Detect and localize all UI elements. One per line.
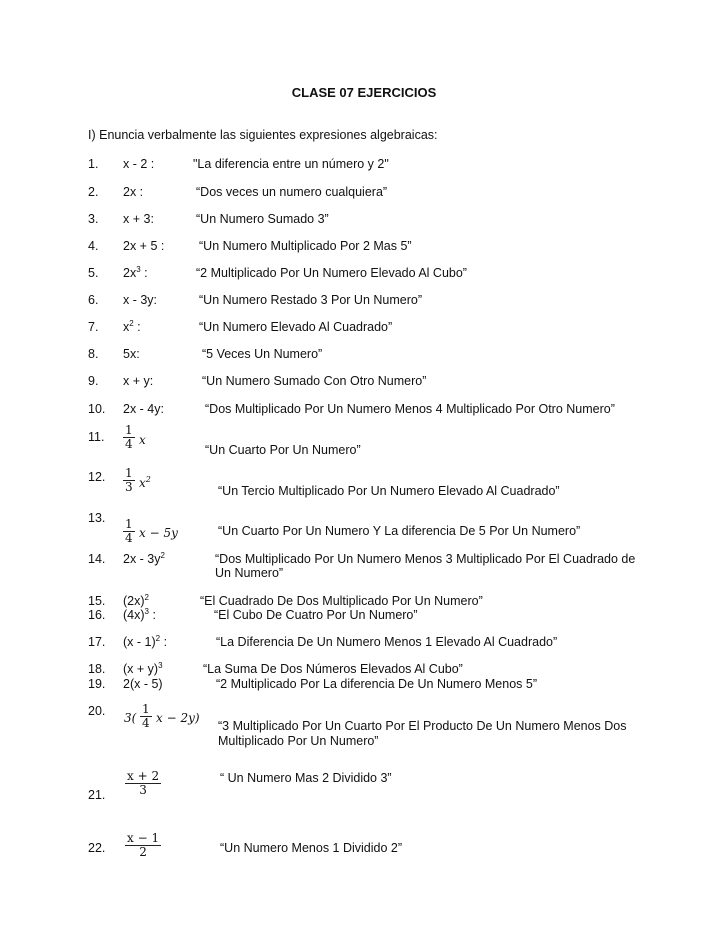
item-description: “Un Cuarto Por Un Numero Y La diferencia De 5 Por Un Numero” [218,524,581,538]
item-description: “Un Numero Sumado 3” [196,212,329,226]
item-expression: (x - 1)$^2$ : [123,633,168,649]
item-expression: 2x : [123,185,144,199]
item-number: 17. [88,635,106,649]
item-description: “Un Cuarto Por Un Numero” [205,443,361,457]
item-description: “5 Veces Un Numero” [202,347,323,361]
item-description: “Un Numero Sumado Con Otro Numero” [202,374,427,388]
item-description: “Un Numero Elevado Al Cuadrado” [199,320,393,334]
item-number: 5. [88,266,99,280]
item-number: 10. [88,402,106,416]
item-number: 4. [88,239,99,253]
item-number: 11. [88,430,105,444]
item-expression: 5x: [123,347,140,361]
fraction: x − 1 2 [127,831,160,859]
item-number: 18. [88,662,106,676]
item-number: 16. [88,608,106,622]
fraction: 1 4 [142,702,150,730]
item-number: 13. [88,511,106,525]
item-description: “Dos Multiplicado Por Un Numero Menos 4 Multiplicado Por Otro Numero” [205,402,615,416]
item-expression: $2x - 3y^2$ [123,550,165,566]
item-description-continued: Un Numero” [215,566,284,580]
item-description: “El Cuadrado De Dos Multiplicado Por Un Numero” [200,594,483,608]
item-number: 3. [88,212,99,226]
item-description: “Dos veces un numero cualquiera” [196,185,388,199]
item-description: “La Suma De Dos Números Elevados Al Cubo” [203,662,463,676]
fraction-tail: x − 5y [139,526,178,540]
item-number: 19. [88,677,106,691]
item-description: “2 Multiplicado Por La diferencia De Un Numero Menos 5” [216,677,537,691]
item-expression: x - 3y: [123,293,158,307]
item-number: 15. [88,594,106,608]
item-number: 9. [88,374,99,388]
fraction: x + 2 3 [127,769,160,797]
item-expression: 2(x - 5) [123,677,163,691]
item-expression: $2x^3$ : [123,264,148,280]
item-description: “Un Numero Multiplicado Por 2 Mas 5” [199,239,412,253]
item-description: “Dos Multiplicado Por Un Numero Menos 3 Multiplicado Por El Cuadrado de [215,552,636,566]
item-description: “Un Numero Restado 3 Por Un Numero” [199,293,422,307]
item-number: 22. [88,841,106,855]
instruction-text: I) Enuncia verbalmente las siguientes expresiones algebraicas: [88,128,438,142]
item-number: 1. [88,157,99,171]
item-description: “La Diferencia De Un Numero Menos 1 Elevado Al Cuadrado” [216,635,558,649]
item-number: 8. [88,347,99,361]
fraction-tail: $x^2$ [139,475,151,490]
item-number: 2. [88,185,99,199]
item-description: “Un Tercio Multiplicado Por Un Numero Elevado Al Cuadrado” [218,484,560,498]
item-number: 14. [88,552,106,566]
fraction: 1 3 [125,466,133,494]
expression-prefix: 3( [124,711,137,725]
fraction-tail: x − 2y) [156,711,200,725]
item-expression: $x^2$ : [123,318,141,334]
item-expression: 2x + 5 : [123,239,165,253]
item-number: 12. [88,470,106,484]
item-expression: $(4x)^3$ : [123,606,156,622]
item-expression: 2x - 4y: [123,402,164,416]
item-number: 21. [88,788,106,802]
fraction-tail: x [139,433,146,447]
page-title: CLASE 07 EJERCICIOS [291,85,437,100]
item-description: "La diferencia entre un número y 2" [193,157,389,171]
fraction: 1 4 [125,517,133,545]
item-expression: x + y: [123,374,154,388]
item-number: 20. [88,704,106,718]
item-description: “El Cubo De Cuatro Por Un Numero” [214,608,418,622]
fraction: 1 4 [125,423,133,451]
item-number: 7. [88,320,99,334]
item-expression: $(2x)^2$ [123,592,149,608]
item-description: “2 Multiplicado Por Un Numero Elevado Al Cubo” [196,266,467,280]
item-expression: $(x + y)^3$ [123,660,163,676]
item-number: 6. [88,293,99,307]
item-description: “Un Numero Menos 1 Dividido 2” [220,841,403,855]
item-expression: x + 3: [123,212,154,226]
item-expression: x - 2 : [123,157,155,171]
item-description: “ Un Numero Mas 2 Dividido 3” [220,771,392,785]
item-description: “3 Multiplicado Por Un Cuarto Por El Producto De Un Numero Menos Dos [218,719,627,733]
item-description-continued: Multiplicado Por Un Numero” [218,734,379,748]
